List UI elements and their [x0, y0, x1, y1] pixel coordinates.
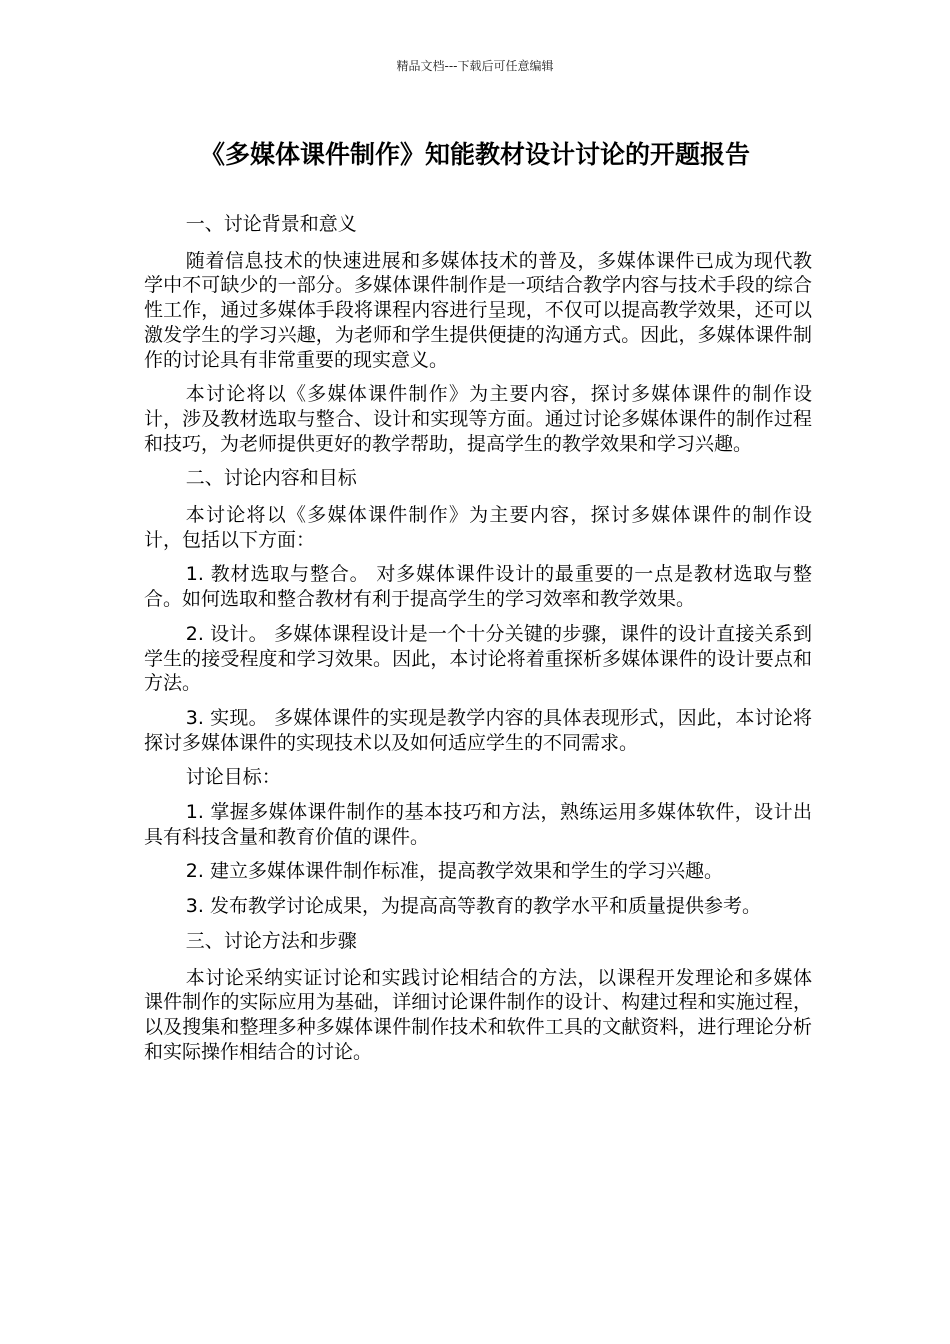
section-heading-background: 一、讨论背景和意义 [185, 213, 357, 235]
section-heading-method: 三、讨论方法和步骤 [185, 929, 357, 952]
list-item-design: 2. 设计。 多媒体课程设计是一个十分关键的步骤，课件的设计直接关系到学生的接受程度和学习效果。因此，本讨论将着重探析多媒体课件的设计要点和方法。 [144, 622, 812, 695]
goal-item-1: 1. 掌握多媒体课件制作的基本技巧和方法，熟练运用多媒体软件，设计出具有科技含量和教育价值的课件。 [144, 801, 812, 848]
paragraph-background-1: 随着信息技术的快速进展和多媒体技术的普及，多媒体课件已成为现代教学中不可缺少的一部分。多媒体课件制作是一项结合教学内容与技术手段的综合性工作，通过多媒体手段将课程内容进行呈现，不仅可以提高教学效果，还可以激发学生的学习兴趣，为老师和学生提供便捷的沟通方式。因此，多媒体课件制作的讨论具有非常重要的现实意义。 [144, 249, 812, 371]
paragraph-method: 本讨论采纳实证讨论和实践讨论相结合的方法，以课程开发理论和多媒体课件制作的实际应用为基础，详细讨论课件制作的设计、构建过程和实施过程，以及搜集和整理多种多媒体课件制作技术和软件工具的文献资料，进行理论分析和实际操作相结合的讨论。 [144, 966, 812, 1063]
document-body [144, 212, 812, 1074]
goals-heading: 讨论目标： [185, 766, 281, 789]
list-item-implementation: 3. 实现。 多媒体课件的实现是教学内容的具体表现形式，因此，本讨论将探讨多媒体课件的实现技术以及如何适应学生的不同需求。 [144, 706, 812, 754]
document-title: 《多媒体课件制作》知能教材设计讨论的开题报告 [199, 140, 750, 169]
list-item-material: 1. 教材选取与整合。 对多媒体课件设计的最重要的一点是教材选取与整合。如何选取和整合教材有利于提高学生的学习效率和教学效果。 [144, 563, 812, 611]
goal-item-3: 3. 发布教学讨论成果，为提高高等教育的教学水平和质量提供参考。 [185, 895, 761, 918]
header-note: 精品文档---下载后可任意编辑 [396, 59, 554, 73]
section-heading-content: 二、讨论内容和目标 [185, 467, 357, 490]
paragraph-background-2: 本讨论将以《多媒体课件制作》为主要内容，探讨多媒体课件的制作设计，涉及教材选取与整合、设计和实现等方面。通过讨论多媒体课件的制作过程和技巧，为老师提供更好的教学帮助，提高学生的教学效果和学习兴趣。 [144, 383, 812, 455]
paragraph-content-intro: 本讨论将以《多媒体课件制作》为主要内容，探讨多媒体课件的制作设计，包括以下方面： [144, 504, 812, 551]
goal-item-2: 2. 建立多媒体课件制作标准，提高教学效果和学生的学习兴趣。 [185, 860, 723, 883]
